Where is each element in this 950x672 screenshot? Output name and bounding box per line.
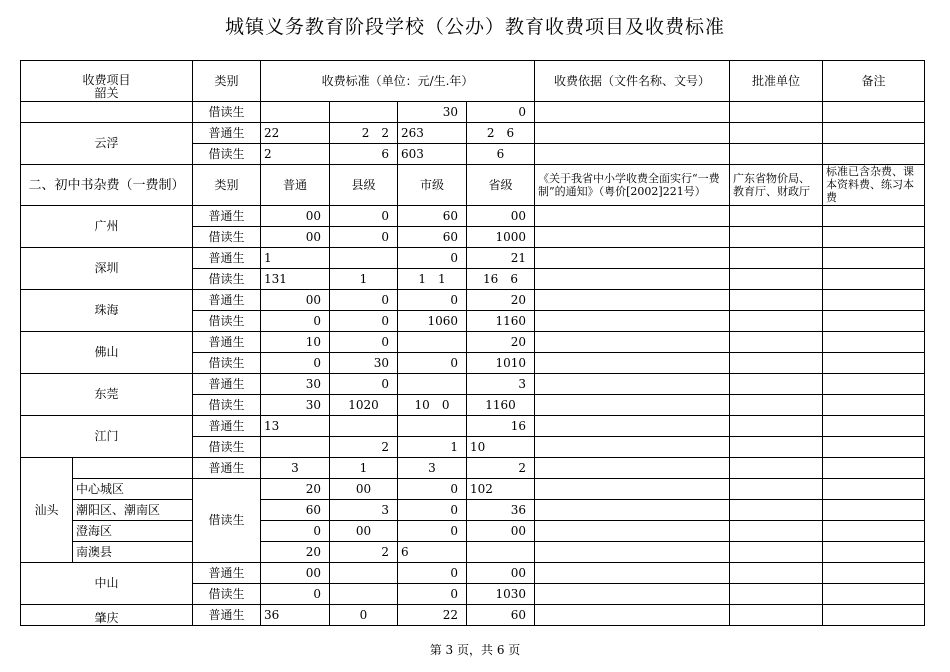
value-cell: 00 xyxy=(330,479,398,500)
value-cell: 2 xyxy=(467,458,535,479)
value-cell: 21 xyxy=(467,248,535,269)
section-col-4: 省级 xyxy=(467,165,535,206)
value-cell: 0 xyxy=(330,374,398,395)
approver-cell xyxy=(730,269,823,290)
value-cell: 0 xyxy=(330,290,398,311)
value-cell: 20 xyxy=(261,479,330,500)
approver-cell xyxy=(730,542,823,563)
header-item-city: 韶关 xyxy=(94,86,119,100)
basis-cell xyxy=(535,332,730,353)
value-cell: 0 xyxy=(467,102,535,123)
basis-cell xyxy=(535,395,730,416)
value-cell: 0 xyxy=(330,227,398,248)
value-cell: 102 xyxy=(467,479,535,500)
value-cell: 30 xyxy=(398,102,467,123)
value-cell: 6 xyxy=(398,542,467,563)
approver-cell xyxy=(730,458,823,479)
remark-cell xyxy=(823,332,925,353)
value-cell: 3 xyxy=(467,374,535,395)
table-row xyxy=(21,290,925,311)
remark-cell xyxy=(823,290,925,311)
value-cell: 1 xyxy=(261,248,330,269)
city-cell: 东莞 xyxy=(21,374,193,416)
header-item-cell xyxy=(21,61,193,102)
value-cell: 0 xyxy=(398,290,467,311)
value-cell: 20 xyxy=(261,542,330,563)
value-cell: 1 1 xyxy=(398,269,467,290)
approver-cell xyxy=(730,563,823,584)
table-row xyxy=(21,248,925,269)
value-cell: 60 xyxy=(398,227,467,248)
value-cell: 1 xyxy=(330,458,398,479)
basis-cell xyxy=(535,227,730,248)
remark-cell xyxy=(823,374,925,395)
remark-cell xyxy=(823,437,925,458)
table-row xyxy=(21,416,925,437)
value-cell: 6 xyxy=(467,144,535,165)
section-title: 二、初中书杂费（一费制） xyxy=(21,165,193,206)
section-basis: 《关于我省中小学收费全面实行“一费制”的通知》（粤价[2002]221号） xyxy=(535,165,730,206)
city-cell: 广州 xyxy=(21,206,193,248)
value-cell: 60 xyxy=(467,605,535,626)
remark-cell xyxy=(823,311,925,332)
basis-cell xyxy=(535,248,730,269)
value-cell: 0 xyxy=(398,353,467,374)
remark-cell xyxy=(823,248,925,269)
remark-cell xyxy=(823,395,925,416)
value-cell: 2 xyxy=(330,437,398,458)
basis-cell xyxy=(535,458,730,479)
value-cell: 0 xyxy=(261,521,330,542)
value-cell: 1 xyxy=(398,437,467,458)
type-cell: 普通生 xyxy=(193,332,261,353)
value-cell: 1020 xyxy=(330,395,398,416)
approver-cell xyxy=(730,605,823,626)
value-cell: 1010 xyxy=(467,353,535,374)
value-cell xyxy=(330,563,398,584)
value-cell: 10 0 xyxy=(398,395,467,416)
value-cell: 36 xyxy=(467,500,535,521)
type-cell: 借读生 xyxy=(193,269,261,290)
value-cell: 60 xyxy=(398,206,467,227)
type-cell: 普通生 xyxy=(193,605,261,626)
basis-cell xyxy=(535,206,730,227)
basis-cell xyxy=(535,353,730,374)
section-col-3: 市级 xyxy=(398,165,467,206)
header-type: 类别 xyxy=(193,61,261,102)
basis-cell xyxy=(535,437,730,458)
type-cell: 借读生 xyxy=(193,102,261,123)
value-cell: 603 xyxy=(398,144,467,165)
table-row xyxy=(21,563,925,584)
header-remark: 备注 xyxy=(823,61,925,102)
value-cell xyxy=(330,584,398,605)
value-cell: 2 xyxy=(330,542,398,563)
basis-cell xyxy=(535,102,730,123)
value-cell: 00 xyxy=(330,521,398,542)
value-cell: 16 6 xyxy=(467,269,535,290)
value-cell: 0 xyxy=(330,605,398,626)
value-cell xyxy=(398,416,467,437)
district-cell: 潮阳区、潮南区 xyxy=(73,500,193,521)
value-cell xyxy=(330,102,398,123)
remark-cell xyxy=(823,227,925,248)
value-cell xyxy=(261,437,330,458)
value-cell: 0 xyxy=(398,521,467,542)
basis-cell xyxy=(535,500,730,521)
remark-cell xyxy=(823,563,925,584)
value-cell: 0 xyxy=(398,563,467,584)
type-cell: 借读生 xyxy=(193,311,261,332)
type-cell: 借读生 xyxy=(193,584,261,605)
basis-cell xyxy=(535,269,730,290)
section-type: 类别 xyxy=(193,165,261,206)
type-cell: 普通生 xyxy=(193,374,261,395)
value-cell: 10 xyxy=(467,437,535,458)
value-cell: 3 xyxy=(261,458,330,479)
city-cell: 中山 xyxy=(21,563,193,605)
table-row xyxy=(21,123,925,144)
basis-cell xyxy=(535,605,730,626)
table-row xyxy=(21,605,925,626)
table-row xyxy=(21,102,925,123)
value-cell: 00 xyxy=(261,227,330,248)
type-cell: 普通生 xyxy=(193,206,261,227)
basis-cell xyxy=(535,542,730,563)
value-cell: 00 xyxy=(467,521,535,542)
value-cell: 30 xyxy=(330,353,398,374)
table-row xyxy=(21,521,925,542)
table-row xyxy=(21,332,925,353)
city-cell: 佛山 xyxy=(21,332,193,374)
value-cell: 1060 xyxy=(398,311,467,332)
value-cell: 0 xyxy=(330,206,398,227)
remark-cell xyxy=(823,479,925,500)
value-cell: 22 xyxy=(398,605,467,626)
remark-cell xyxy=(823,521,925,542)
basis-cell xyxy=(535,521,730,542)
remark-cell xyxy=(823,269,925,290)
value-cell: 60 xyxy=(261,500,330,521)
city-cell: 汕头 xyxy=(21,458,73,563)
city-cell: 珠海 xyxy=(21,290,193,332)
approver-cell xyxy=(730,584,823,605)
section-remark: 标准已含杂费、课本资料费、练习本费 xyxy=(823,165,925,206)
value-cell: 13 xyxy=(261,416,330,437)
value-cell: 0 xyxy=(398,584,467,605)
type-cell: 借读生 xyxy=(193,437,261,458)
value-cell xyxy=(398,332,467,353)
district-cell: 南澳县 xyxy=(73,542,193,563)
value-cell: 6 xyxy=(330,144,398,165)
value-cell: 00 xyxy=(261,290,330,311)
type-cell: 借读生 xyxy=(193,479,261,563)
section-col-2: 县级 xyxy=(330,165,398,206)
remark-cell xyxy=(823,605,925,626)
basis-cell xyxy=(535,563,730,584)
approver-cell xyxy=(730,437,823,458)
value-cell: 1160 xyxy=(467,395,535,416)
table-row xyxy=(21,374,925,395)
value-cell: 3 xyxy=(398,458,467,479)
value-cell: 0 xyxy=(261,311,330,332)
value-cell: 0 xyxy=(330,332,398,353)
city-cell: 云浮 xyxy=(21,123,193,165)
remark-cell xyxy=(823,102,925,123)
header-row xyxy=(21,61,925,102)
value-cell: 0 xyxy=(261,584,330,605)
approver-cell xyxy=(730,311,823,332)
approver-cell xyxy=(730,144,823,165)
approver-cell xyxy=(730,227,823,248)
remark-cell xyxy=(823,584,925,605)
basis-cell xyxy=(535,311,730,332)
type-cell: 普通生 xyxy=(193,123,261,144)
value-cell: 22 xyxy=(261,123,330,144)
basis-cell xyxy=(535,374,730,395)
value-cell: 0 xyxy=(398,479,467,500)
value-cell xyxy=(398,374,467,395)
approver-cell xyxy=(730,521,823,542)
value-cell: 2 xyxy=(261,144,330,165)
value-cell: 2 2 xyxy=(330,123,398,144)
basis-cell xyxy=(535,144,730,165)
table-row xyxy=(21,542,925,563)
city-cell: 肇庆 xyxy=(21,605,193,626)
approver-cell xyxy=(730,290,823,311)
approver-cell xyxy=(730,248,823,269)
approver-cell xyxy=(730,500,823,521)
value-cell: 0 xyxy=(330,311,398,332)
approver-cell xyxy=(730,395,823,416)
value-cell: 36 xyxy=(261,605,330,626)
value-cell: 00 xyxy=(261,206,330,227)
value-cell: 0 xyxy=(398,500,467,521)
value-cell: 00 xyxy=(467,206,535,227)
type-cell: 借读生 xyxy=(193,395,261,416)
basis-cell xyxy=(535,416,730,437)
district-cell xyxy=(73,458,193,479)
basis-cell xyxy=(535,584,730,605)
value-cell: 00 xyxy=(261,563,330,584)
section-approver: 广东省物价局、教育厅、财政厅 xyxy=(730,165,823,206)
value-cell: 131 xyxy=(261,269,330,290)
value-cell: 1000 xyxy=(467,227,535,248)
remark-cell xyxy=(823,458,925,479)
type-cell: 借读生 xyxy=(193,144,261,165)
type-cell: 普通生 xyxy=(193,290,261,311)
approver-cell xyxy=(730,374,823,395)
type-cell: 普通生 xyxy=(193,416,261,437)
city-cell xyxy=(21,102,193,123)
value-cell: 16 xyxy=(467,416,535,437)
table-row xyxy=(21,458,925,479)
value-cell: 263 xyxy=(398,123,467,144)
approver-cell xyxy=(730,102,823,123)
value-cell: 30 xyxy=(261,374,330,395)
fee-table xyxy=(20,60,925,626)
city-cell: 深圳 xyxy=(21,248,193,290)
approver-cell xyxy=(730,123,823,144)
remark-cell xyxy=(823,206,925,227)
header-approver: 批准单位 xyxy=(730,61,823,102)
approver-cell xyxy=(730,479,823,500)
value-cell: 0 xyxy=(398,248,467,269)
table-row xyxy=(21,206,925,227)
type-cell: 借读生 xyxy=(193,353,261,374)
type-cell: 普通生 xyxy=(193,458,261,479)
page-title: 城镇义务教育阶段学校（公办）教育收费项目及收费标准 xyxy=(224,16,725,38)
value-cell: 20 xyxy=(467,290,535,311)
approver-cell xyxy=(730,332,823,353)
value-cell: 3 xyxy=(330,500,398,521)
value-cell: 20 xyxy=(467,332,535,353)
value-cell xyxy=(261,102,330,123)
header-standard: 收费标准（单位：元/生.年） xyxy=(261,61,535,102)
value-cell: 1160 xyxy=(467,311,535,332)
value-cell: 1030 xyxy=(467,584,535,605)
section-header-row xyxy=(21,165,925,206)
value-cell xyxy=(330,248,398,269)
header-basis: 收费依据（文件名称、文号） xyxy=(535,61,730,102)
remark-cell xyxy=(823,416,925,437)
header-item: 收费项目 xyxy=(82,73,131,87)
value-cell: 2 6 xyxy=(467,123,535,144)
value-cell xyxy=(467,542,535,563)
basis-cell xyxy=(535,290,730,311)
value-cell xyxy=(330,416,398,437)
section-col-1: 普通 xyxy=(261,165,330,206)
type-cell: 普通生 xyxy=(193,563,261,584)
city-cell: 江门 xyxy=(21,416,193,458)
value-cell: 0 xyxy=(261,353,330,374)
value-cell: 30 xyxy=(261,395,330,416)
value-cell: 00 xyxy=(467,563,535,584)
remark-cell xyxy=(823,353,925,374)
district-cell: 澄海区 xyxy=(73,521,193,542)
district-cell: 中心城区 xyxy=(73,479,193,500)
remark-cell xyxy=(823,123,925,144)
value-cell: 1 xyxy=(330,269,398,290)
basis-cell xyxy=(535,123,730,144)
type-cell: 普通生 xyxy=(193,248,261,269)
value-cell: 10 xyxy=(261,332,330,353)
type-cell: 借读生 xyxy=(193,227,261,248)
remark-cell xyxy=(823,542,925,563)
remark-cell xyxy=(823,144,925,165)
table-row xyxy=(21,479,925,500)
basis-cell xyxy=(535,479,730,500)
remark-cell xyxy=(823,500,925,521)
approver-cell xyxy=(730,206,823,227)
table-row xyxy=(21,500,925,521)
approver-cell xyxy=(730,416,823,437)
page-footer: 第 3 页，共 6 页 xyxy=(429,643,521,657)
approver-cell xyxy=(730,353,823,374)
